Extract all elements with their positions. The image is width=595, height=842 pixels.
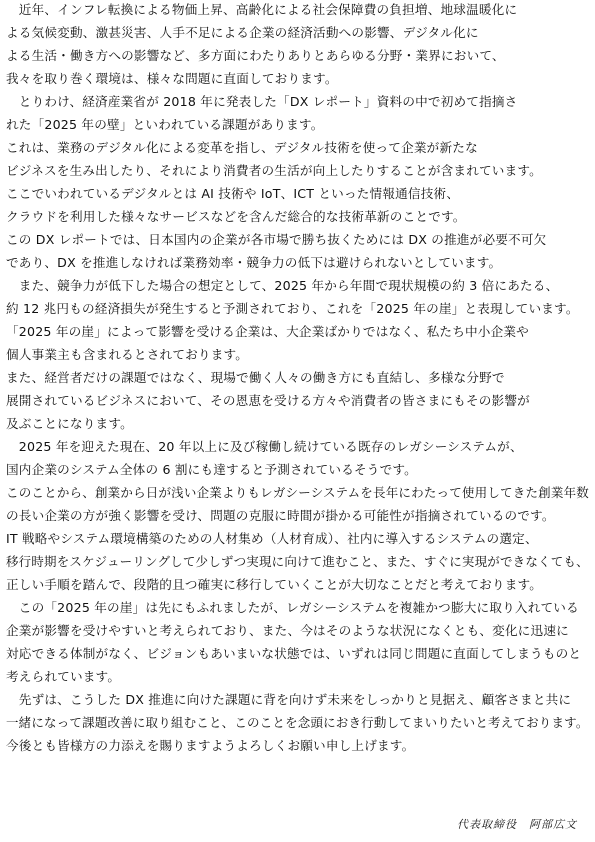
paragraph-line: 今後とも皆様方の力添えを賜りますようよろしくお願い申し上げます。 — [6, 738, 415, 753]
paragraph-line: 及ぶことになります。 — [6, 416, 133, 431]
paragraph-line: また、競争力が低下した場合の想定として、2025 年から年間で現状規模の約 3 倍にあたる、 — [6, 278, 559, 293]
paragraph-line: 約 12 兆円もの経済損失が発生すると予測されており、これを「2025 年の崖」と表現しています。 — [6, 301, 579, 316]
paragraph-line: ビジネスを生み出したり、それにより消費者の生活が向上したりすることが含まれています。 — [6, 163, 542, 178]
paragraph-line: 国内企業のシステム全体の 6 割にも達すると予測されているそうです。 — [6, 462, 417, 477]
paragraph-line: れた「2025 年の壁」といわれている課題があります。 — [6, 117, 324, 132]
paragraph-line: この DX レポートでは、日本国内の企業が各市場で勝ち抜くためには DX の推進が必要不可欠 — [6, 232, 547, 247]
paragraph-line: この「2025 年の崖」は先にもふれましたが、レガシーシステムを複雑かつ膨大に取り入れている — [6, 600, 579, 615]
paragraph-line: 先ずは、こうした DX 推進に向けた課題に背を向けず未来をしっかりと見据え、顧客さまと共に — [6, 692, 572, 707]
paragraph-line: 2025 年を迎えた現在、20 年以上に及び稼働し続けている既存のレガシーシステムが、 — [6, 439, 523, 454]
paragraph-line: よる気候変動、激甚災害、人手不足による企業の経済活動への影響、デジタル化に — [6, 25, 479, 40]
paragraph-line: 「2025 年の崖」によって影響を受ける企業は、大企業ばかりではなく、私たち中小企業や — [6, 324, 529, 339]
paragraph-line: 我々を取り巻く環境は、様々な問題に直面しております。 — [6, 71, 338, 86]
paragraph-line: ここでいわれているデジタルとは AI 技術や IoT、ICT といった情報通信技術、 — [6, 186, 460, 201]
paragraph-line: 展開されているビジネスにおいて、その恩恵を受ける方々や消費者の皆さまにもその影響が — [6, 393, 530, 408]
paragraph-line: 近年、インフレ転換による物価上昇、高齢化による社会保障費の負担増、地球温暖化に — [6, 2, 518, 17]
paragraph-line: よる生活・働き方への影響など、多方面にわたりありとあらゆる分野・業界において、 — [6, 48, 505, 63]
paragraph-line: であり、DX を推進しなければ業務効率・競争力の低下は避けられないとしています。 — [6, 255, 502, 270]
paragraph-line: また、経営者だけの課題ではなく、現場で働く人々の働き方にも直結し、多様な分野で — [6, 370, 505, 385]
paragraph-line: とりわけ、経済産業省が 2018 年に発表した「DX レポート」資料の中で初めて指摘さ — [6, 94, 518, 109]
paragraph-line: IT 戦略やシステム環境構築のための人材集め（人材育成）、社内に導入するシステムの選定、 — [6, 531, 538, 546]
paragraph-line: 対応できる体制がなく、ビジョンもあいまいな状態では、いずれは同じ問題に直面してしまうものと — [6, 646, 582, 661]
paragraph-line: 一緒になって課題改善に取り組むこと、このことを念頭におき行動してまいりたいと考えております。 — [6, 715, 589, 730]
signature-representative: 代表取締役 阿部広文 — [457, 818, 577, 831]
paragraph-line: 個人事業主も含まれるとされております。 — [6, 347, 249, 362]
paragraph-line: 移行時期をスケジューリングして少しずつ実現に向けて進むこと、また、すぐに実現ができなくても、 — [6, 554, 589, 569]
paragraph-line: 企業が影響を受けやすいと考えられており、また、今はそのような状況になくとも、変化に迅速に — [6, 623, 569, 638]
paragraph-line: クラウドを利用した様々なサービスなどを含んだ総合的な技術革新のことです。 — [6, 209, 466, 224]
paragraph-line: の長い企業の方が強く影響を受け、問題の克服に時間が掛かる可能性が指摘されているのです。 — [6, 508, 555, 523]
paragraph-line: 考えられています。 — [6, 669, 121, 684]
paragraph-line: このことから、創業から日が浅い企業よりもレガシーシステムを長年にわたって使用してきた創業年数 — [6, 485, 590, 500]
paragraph-line: これは、業務のデジタル化による変革を指し、デジタル技術を使って企業が新たな — [6, 140, 478, 155]
paragraph-line: 正しい手順を踏んで、段階的且つ確実に移行していくことが大切なことだと考えております。 — [6, 577, 543, 592]
